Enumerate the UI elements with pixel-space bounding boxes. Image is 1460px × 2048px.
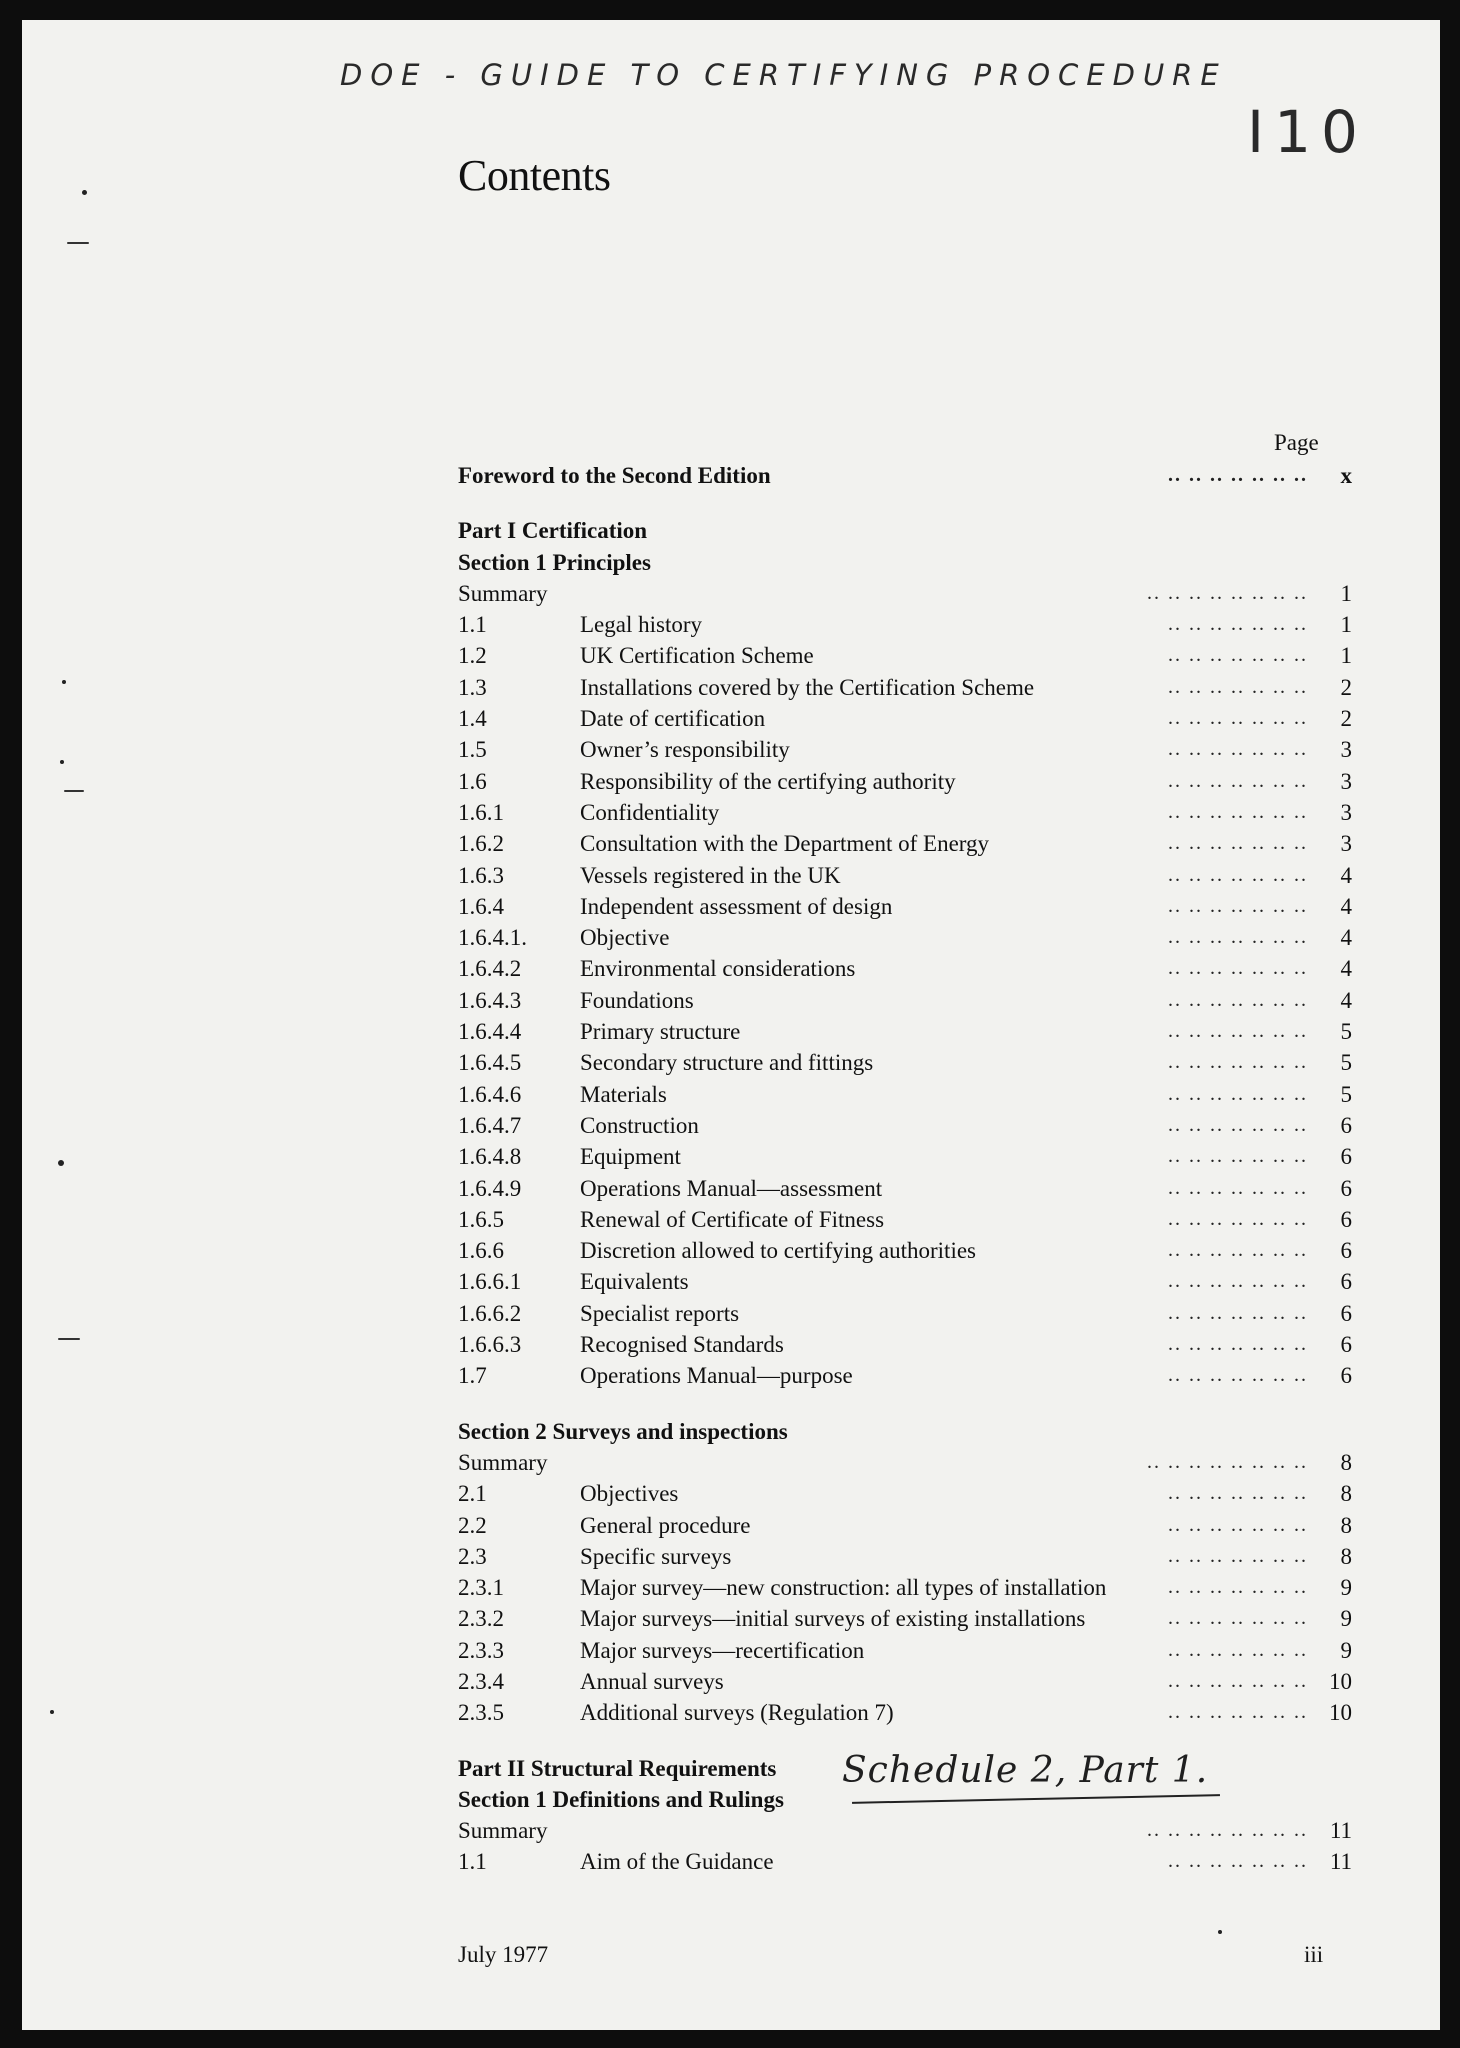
entry-page: 6 [1340,1206,1352,1232]
entry-number: 1.6.5 [458,1206,504,1232]
entry-label: Secondary structure and fittings [580,1050,874,1076]
toc-entry [458,1141,1352,1172]
entry-number: 1.1 [458,1849,487,1875]
leader-dots: .. .. .. .. .. .. .. [1168,707,1308,730]
entry-label: Recognised Standards [580,1332,784,1358]
entry-number: 1.2 [458,643,487,669]
toc-entry [458,1572,1352,1603]
toc-entry [458,1666,1352,1697]
entry-number: 1.6.4.3 [458,987,522,1013]
entry-number: 1.6.4.1. [458,925,527,951]
leader-dots: .. .. .. .. .. .. .. [1168,769,1308,792]
toc-entry [458,1266,1352,1297]
leader-dots: .. .. .. .. .. .. .. [1168,1576,1308,1599]
toc-entry [458,609,1352,640]
entry-label: Operations Manual—purpose [580,1363,853,1389]
entry-page: 8 [1340,1512,1352,1538]
scan-speck [60,760,64,764]
entry-number: 1.6.2 [458,831,504,857]
page-title: Contents [458,151,611,200]
leader-dots: .. .. .. .. .. .. .. [1168,1544,1308,1567]
entry-number: 1.6.4.5 [458,1050,522,1076]
entry-number: 1.4 [458,706,487,732]
toc-entry [458,1079,1352,1110]
entry-number: 1.6.4.2 [458,956,522,982]
leader-dots: .. .. .. .. .. .. .. [1168,988,1308,1011]
entry-page: 2 [1340,706,1352,732]
toc-entry [458,766,1352,797]
leader-dots: .. .. .. .. .. .. .. [1168,613,1308,636]
entry-label: Operations Manual—assessment [580,1175,883,1201]
foreword-label: Foreword to the Second Edition [458,463,771,488]
entry-page: 4 [1340,862,1352,888]
leader-dots: .. .. .. .. .. .. .. [1168,1850,1308,1873]
entry-label: Specific surveys [580,1543,732,1569]
leader-dots: .. .. .. .. .. .. .. .. [1147,581,1308,604]
entry-label: General procedure [580,1512,751,1538]
leader-dots: .. .. .. .. .. .. .. [1168,644,1308,667]
toc-entry [458,1047,1352,1078]
toc-entry [458,1235,1352,1266]
entry-number: 2.3.2 [458,1606,504,1632]
entry-label: Objective [580,925,670,951]
toc-entry [458,734,1352,765]
entry-label: Construction [580,1112,699,1138]
entry-label: Additional surveys (Regulation 7) [580,1700,894,1726]
leader-dots: .. .. .. .. .. .. .. [1168,1239,1308,1262]
leader-dots: .. .. .. .. .. .. .. [1168,1638,1308,1661]
entry-page: 5 [1340,1050,1352,1076]
entry-label: Aim of the Guidance [580,1849,774,1875]
part1-section1-list [458,609,1352,1391]
entry-page: 9 [1340,1637,1352,1663]
entry-number: 1.5 [458,737,487,763]
toc-entry [458,1173,1352,1204]
leader-dots: .. .. .. .. .. .. .. [1168,1482,1308,1505]
toc-entry [458,828,1352,859]
part1-section2-heading: Section 2 Surveys and inspections [458,1418,788,1444]
leader-dots: .. .. .. .. .. .. .. [1168,1270,1308,1293]
entry-label: Major surveys—recertification [580,1637,865,1663]
entry-number: 1.6.4.7 [458,1112,522,1138]
foreword-page: x [1340,463,1352,488]
toc-entry [458,1298,1352,1329]
entry-page: 6 [1340,1144,1352,1170]
leader-dots: .. .. .. .. .. .. .. [1168,800,1308,823]
toc-entry [458,1204,1352,1235]
leader-dots: .. .. .. .. .. .. .. [1168,1176,1308,1199]
entry-number: 2.3.4 [458,1668,504,1694]
entry-number: 1.6.4 [458,893,504,919]
toc-entry [458,797,1352,828]
entry-page: 3 [1340,768,1352,794]
toc-entry [458,1603,1352,1634]
entry-page: 9 [1340,1575,1352,1601]
leader-dots: .. .. .. .. .. .. .. [1168,1082,1308,1105]
scan-speck [82,190,87,195]
entry-page: 11 [1329,1849,1352,1875]
entry-page: 9 [1340,1606,1352,1632]
entry-label: Independent assessment of design [580,893,893,919]
leader-dots: .. .. .. .. .. .. .. [1168,1113,1308,1136]
toc-entry [458,1541,1352,1572]
entry-label: Specialist reports [580,1300,740,1326]
toc-entry [458,860,1352,891]
scan-mark [64,790,84,792]
toc-entry [458,1360,1352,1391]
footer-date: July 1977 [458,1942,549,1967]
part1-section1-heading: Section 1 Principles [458,549,651,575]
toc-entry [458,1016,1352,1047]
leader-dots: .. .. .. .. .. .. .. [1168,1051,1308,1074]
leader-dots: .. .. .. .. .. .. .. [1168,1301,1308,1324]
toc-entry [458,1110,1352,1141]
toc-entry [458,1846,1352,1877]
part2-heading: Part II Structural Requirements [458,1755,777,1781]
entry-page: 1 [1340,643,1352,669]
part2-section1-heading: Section 1 Definitions and Rulings [458,1786,784,1812]
toc-entry [458,640,1352,671]
scan-speck [50,1710,54,1714]
page-column-label: Page [1274,430,1319,455]
entry-page: 4 [1340,893,1352,919]
toc-entry [458,1697,1352,1728]
entry-number: 2.2 [458,1512,487,1538]
scan-speck [58,1160,64,1166]
entry-page: 10 [1329,1668,1352,1694]
entry-page: 2 [1340,674,1352,700]
entry-number: 1.6.6.1 [458,1269,522,1295]
entry-label: Equivalents [580,1269,689,1295]
entry-label: Legal history [580,612,702,638]
entry-number: 2.3.1 [458,1575,504,1601]
entry-page: 3 [1340,737,1352,763]
entry-page: 5 [1340,1019,1352,1045]
table-of-contents [458,460,1352,1878]
entry-page: 8 [1340,1481,1352,1507]
scan-mark [58,1338,80,1340]
entry-number: 1.6.6 [458,1238,504,1264]
part2-section1-list [458,1846,1352,1877]
entry-label: Responsibility of the certifying authority [580,768,956,794]
entry-label: Foundations [580,987,694,1013]
entry-number: 1.6.6.3 [458,1332,522,1358]
leader-dots: .. .. .. .. .. .. .. [1168,1207,1308,1230]
leader-dots: .. .. .. .. .. .. .. [1168,1607,1308,1630]
entry-page: 1 [1340,612,1352,638]
leader-dots: .. .. .. .. .. .. .. [1168,894,1308,917]
entry-label: Objectives [580,1481,679,1507]
entry-label: Consultation with the Department of Energy [580,831,990,857]
scan-speck [62,680,66,684]
toc-entry [458,1635,1352,1666]
entry-number: 1.6.1 [458,799,504,825]
leader-dots: .. .. .. .. .. .. .. [1168,863,1308,886]
entry-number: 2.3 [458,1543,487,1569]
toc-entry [458,985,1352,1016]
leader-dots: .. .. .. .. .. .. .. [1168,832,1308,855]
entry-label: Equipment [580,1144,681,1170]
leader-dots: .. .. .. .. .. .. .. [1168,464,1308,486]
entry-page: 4 [1340,987,1352,1013]
entry-number: 1.6 [458,768,487,794]
leader-dots: .. .. .. .. .. .. .. [1168,738,1308,761]
entry-label: Major survey—new construction: all types of installation [580,1575,1107,1601]
entry-page: 3 [1340,799,1352,825]
entry-page: 3 [1340,831,1352,857]
part2-section1-summary: Summary .. .. .. .. .. .. .. .. 11 [458,1815,1352,1846]
entry-number: 2.3.3 [458,1637,504,1663]
entry-label: Materials [580,1081,667,1107]
entry-page: 6 [1340,1112,1352,1138]
handwritten-schedule-note: Schedule 2, Part 1. [842,1750,1209,1791]
leader-dots: .. .. .. .. .. .. .. .. [1147,1450,1308,1473]
entry-page: 8 [1340,1543,1352,1569]
entry-number: 1.6.4.6 [458,1081,522,1107]
entry-number: 1.6.3 [458,862,504,888]
leader-dots: .. .. .. .. .. .. .. [1168,926,1308,949]
toc-entry [458,922,1352,953]
toc-entry [458,953,1352,984]
handwritten-doc-code: I10 [1247,98,1368,166]
entry-label: Date of certification [580,706,766,732]
leader-dots: .. .. .. .. .. .. .. [1168,1701,1308,1724]
toc-entry [458,1329,1352,1360]
entry-page: 10 [1329,1700,1352,1726]
part1-section2-summary: Summary .. .. .. .. .. .. .. .. 8 [458,1447,1352,1478]
entry-page: 6 [1340,1175,1352,1201]
entry-label: Environmental considerations [580,956,856,982]
entry-page: 5 [1340,1081,1352,1107]
handwritten-header: DOE - GUIDE TO CERTIFYING PROCEDURE [340,58,1227,92]
entry-label: Confidentiality [580,799,720,825]
toc-entry [458,891,1352,922]
leader-dots: .. .. .. .. .. .. .. [1168,1145,1308,1168]
entry-number: 1.6.4.4 [458,1019,522,1045]
entry-label: Installations covered by the Certification Scheme [580,674,1035,700]
entry-page: 4 [1340,925,1352,951]
entry-page: 4 [1340,956,1352,982]
entry-page: 6 [1340,1363,1352,1389]
part1-section1-summary: Summary .. .. .. .. .. .. .. .. 1 [458,578,1352,609]
leader-dots: .. .. .. .. .. .. .. [1168,1020,1308,1043]
leader-dots: .. .. .. .. .. .. .. [1168,1513,1308,1536]
leader-dots: .. .. .. .. .. .. .. [1168,675,1308,698]
toc-entry [458,1510,1352,1541]
entry-page: 6 [1340,1300,1352,1326]
leader-dots: .. .. .. .. .. .. .. [1168,1333,1308,1356]
entry-number: 2.1 [458,1481,487,1507]
toc-entry [458,672,1352,703]
part1-heading: Part I Certification [458,518,648,544]
scan-speck [1218,1930,1222,1934]
leader-dots: .. .. .. .. .. .. .. [1168,1364,1308,1387]
part1-section2-list [458,1478,1352,1728]
entry-label: Primary structure [580,1019,741,1045]
entry-label: Renewal of Certificate of Fitness [580,1206,885,1232]
entry-label: Discretion allowed to certifying authorities [580,1238,976,1264]
toc-entry [458,703,1352,734]
entry-label: UK Certification Scheme [580,643,814,669]
entry-number: 1.6.4.8 [458,1144,522,1170]
entry-page: 6 [1340,1238,1352,1264]
leader-dots: .. .. .. .. .. .. .. [1168,1669,1308,1692]
entry-number: 1.6.6.2 [458,1300,522,1326]
footer-page-number: iii [1304,1942,1324,1967]
leader-dots: .. .. .. .. .. .. .. .. [1147,1819,1308,1842]
document-page [22,20,1440,2030]
toc-entry [458,1478,1352,1509]
entry-number: 1.3 [458,674,487,700]
entry-number: 1.6.4.9 [458,1175,522,1201]
entry-page: 6 [1340,1269,1352,1295]
entry-label: Major surveys—initial surveys of existing installations [580,1606,1086,1632]
entry-label: Annual surveys [580,1668,724,1694]
entry-number: 1.7 [458,1363,487,1389]
scan-mark [67,242,89,244]
leader-dots: .. .. .. .. .. .. .. [1168,957,1308,980]
entry-label: Vessels registered in the UK [580,862,841,888]
entry-number: 2.3.5 [458,1700,504,1726]
entry-page: 6 [1340,1332,1352,1358]
toc-foreword [458,460,1352,491]
entry-label: Owner’s responsibility [580,737,790,763]
entry-number: 1.1 [458,612,487,638]
